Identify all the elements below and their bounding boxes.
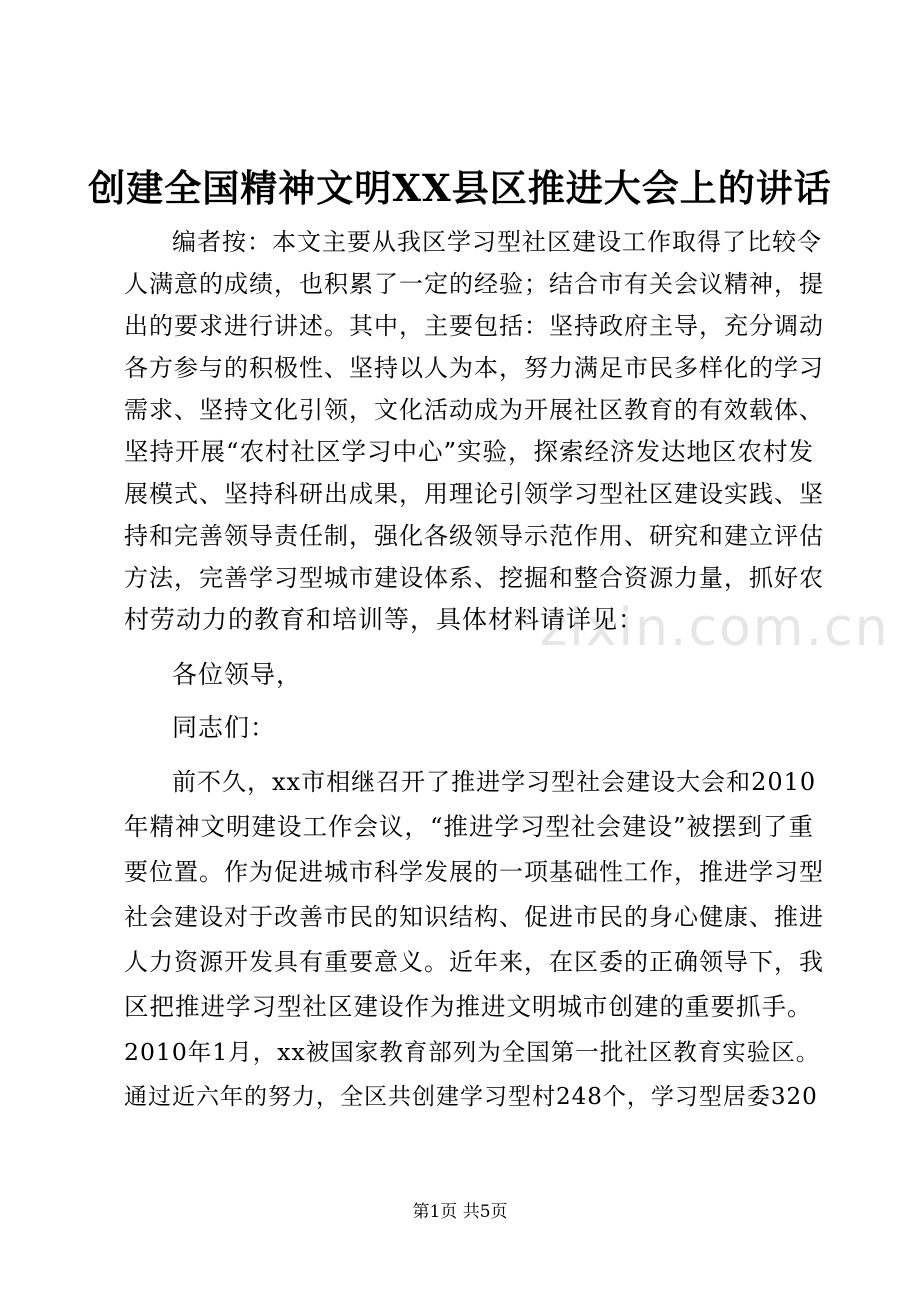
paragraph-line: 人力资源开发具有重要意义。近年来，在区委的正确领导下，我: [124, 948, 824, 976]
salutation-line: 各位领导，: [172, 660, 303, 689]
paragraph-line: 通过近六年的努力，全区共创建学习型村248个，学习型居委320: [124, 1084, 818, 1110]
paragraph-line: 方法，完善学习型城市建设体系、挖掘和整合资源力量，抓好农: [124, 564, 824, 592]
paragraph-line: 编者按：本文主要从我区学习型社区建设工作取得了比较令: [172, 228, 822, 256]
paragraph-line: 社会建设对于改善市民的知识结构、促进市民的身心健康、推进: [124, 903, 824, 931]
paragraph-line: 年精神文明建设工作会议，“推进学习型社会建设”被摆到了重: [124, 812, 815, 841]
paragraph-line: 各方参与的积极性、坚持以人为本，努力满足市民多样化的学习: [124, 354, 824, 382]
salutation-line: 同志们：: [172, 713, 277, 742]
paragraph-line: 村劳动力的教育和培训等，具体材料请详见：: [124, 605, 645, 634]
paragraph-line: 坚持开展“农村社区学习中心”实验，探索经济发达地区农村发: [124, 437, 815, 466]
paragraph-line: 前不久，xx市相继召开了推进学习型社会建设大会和2010: [172, 768, 817, 796]
paragraph-line: 2010年1月，xx被国家教育部列为全国第一批社区教育实验区。: [124, 1038, 821, 1066]
document-title: 创建全国精神文明XX县区推进大会上的讲话: [88, 166, 832, 210]
paragraph-line: 人满意的成绩，也积累了一定的经验；结合市有关会议精神，提: [124, 270, 824, 298]
paragraph-line: 区把推进学习型社区建设作为推进文明城市创建的重要抓手。: [124, 992, 813, 1021]
watermark: zixin.com.cn: [540, 598, 890, 658]
page-footer: 第1页 共5页: [412, 1202, 508, 1222]
paragraph-line: 出的要求进行讲述。其中，主要包括：坚持政府主导，充分调动: [124, 312, 824, 340]
paragraph-line: 需求、坚持文化引领，文化活动成为开展社区教育的有效载体、: [124, 396, 824, 424]
paragraph-line: 要位置。作为促进城市科学发展的一项基础性工作，推进学习型: [124, 858, 824, 886]
paragraph-line: 持和完善领导责任制，强化各级领导示范作用、研究和建立评估: [124, 522, 824, 550]
paragraph-line: 展模式、坚持科研出成果，用理论引领学习型社区建设实践、坚: [124, 480, 824, 508]
